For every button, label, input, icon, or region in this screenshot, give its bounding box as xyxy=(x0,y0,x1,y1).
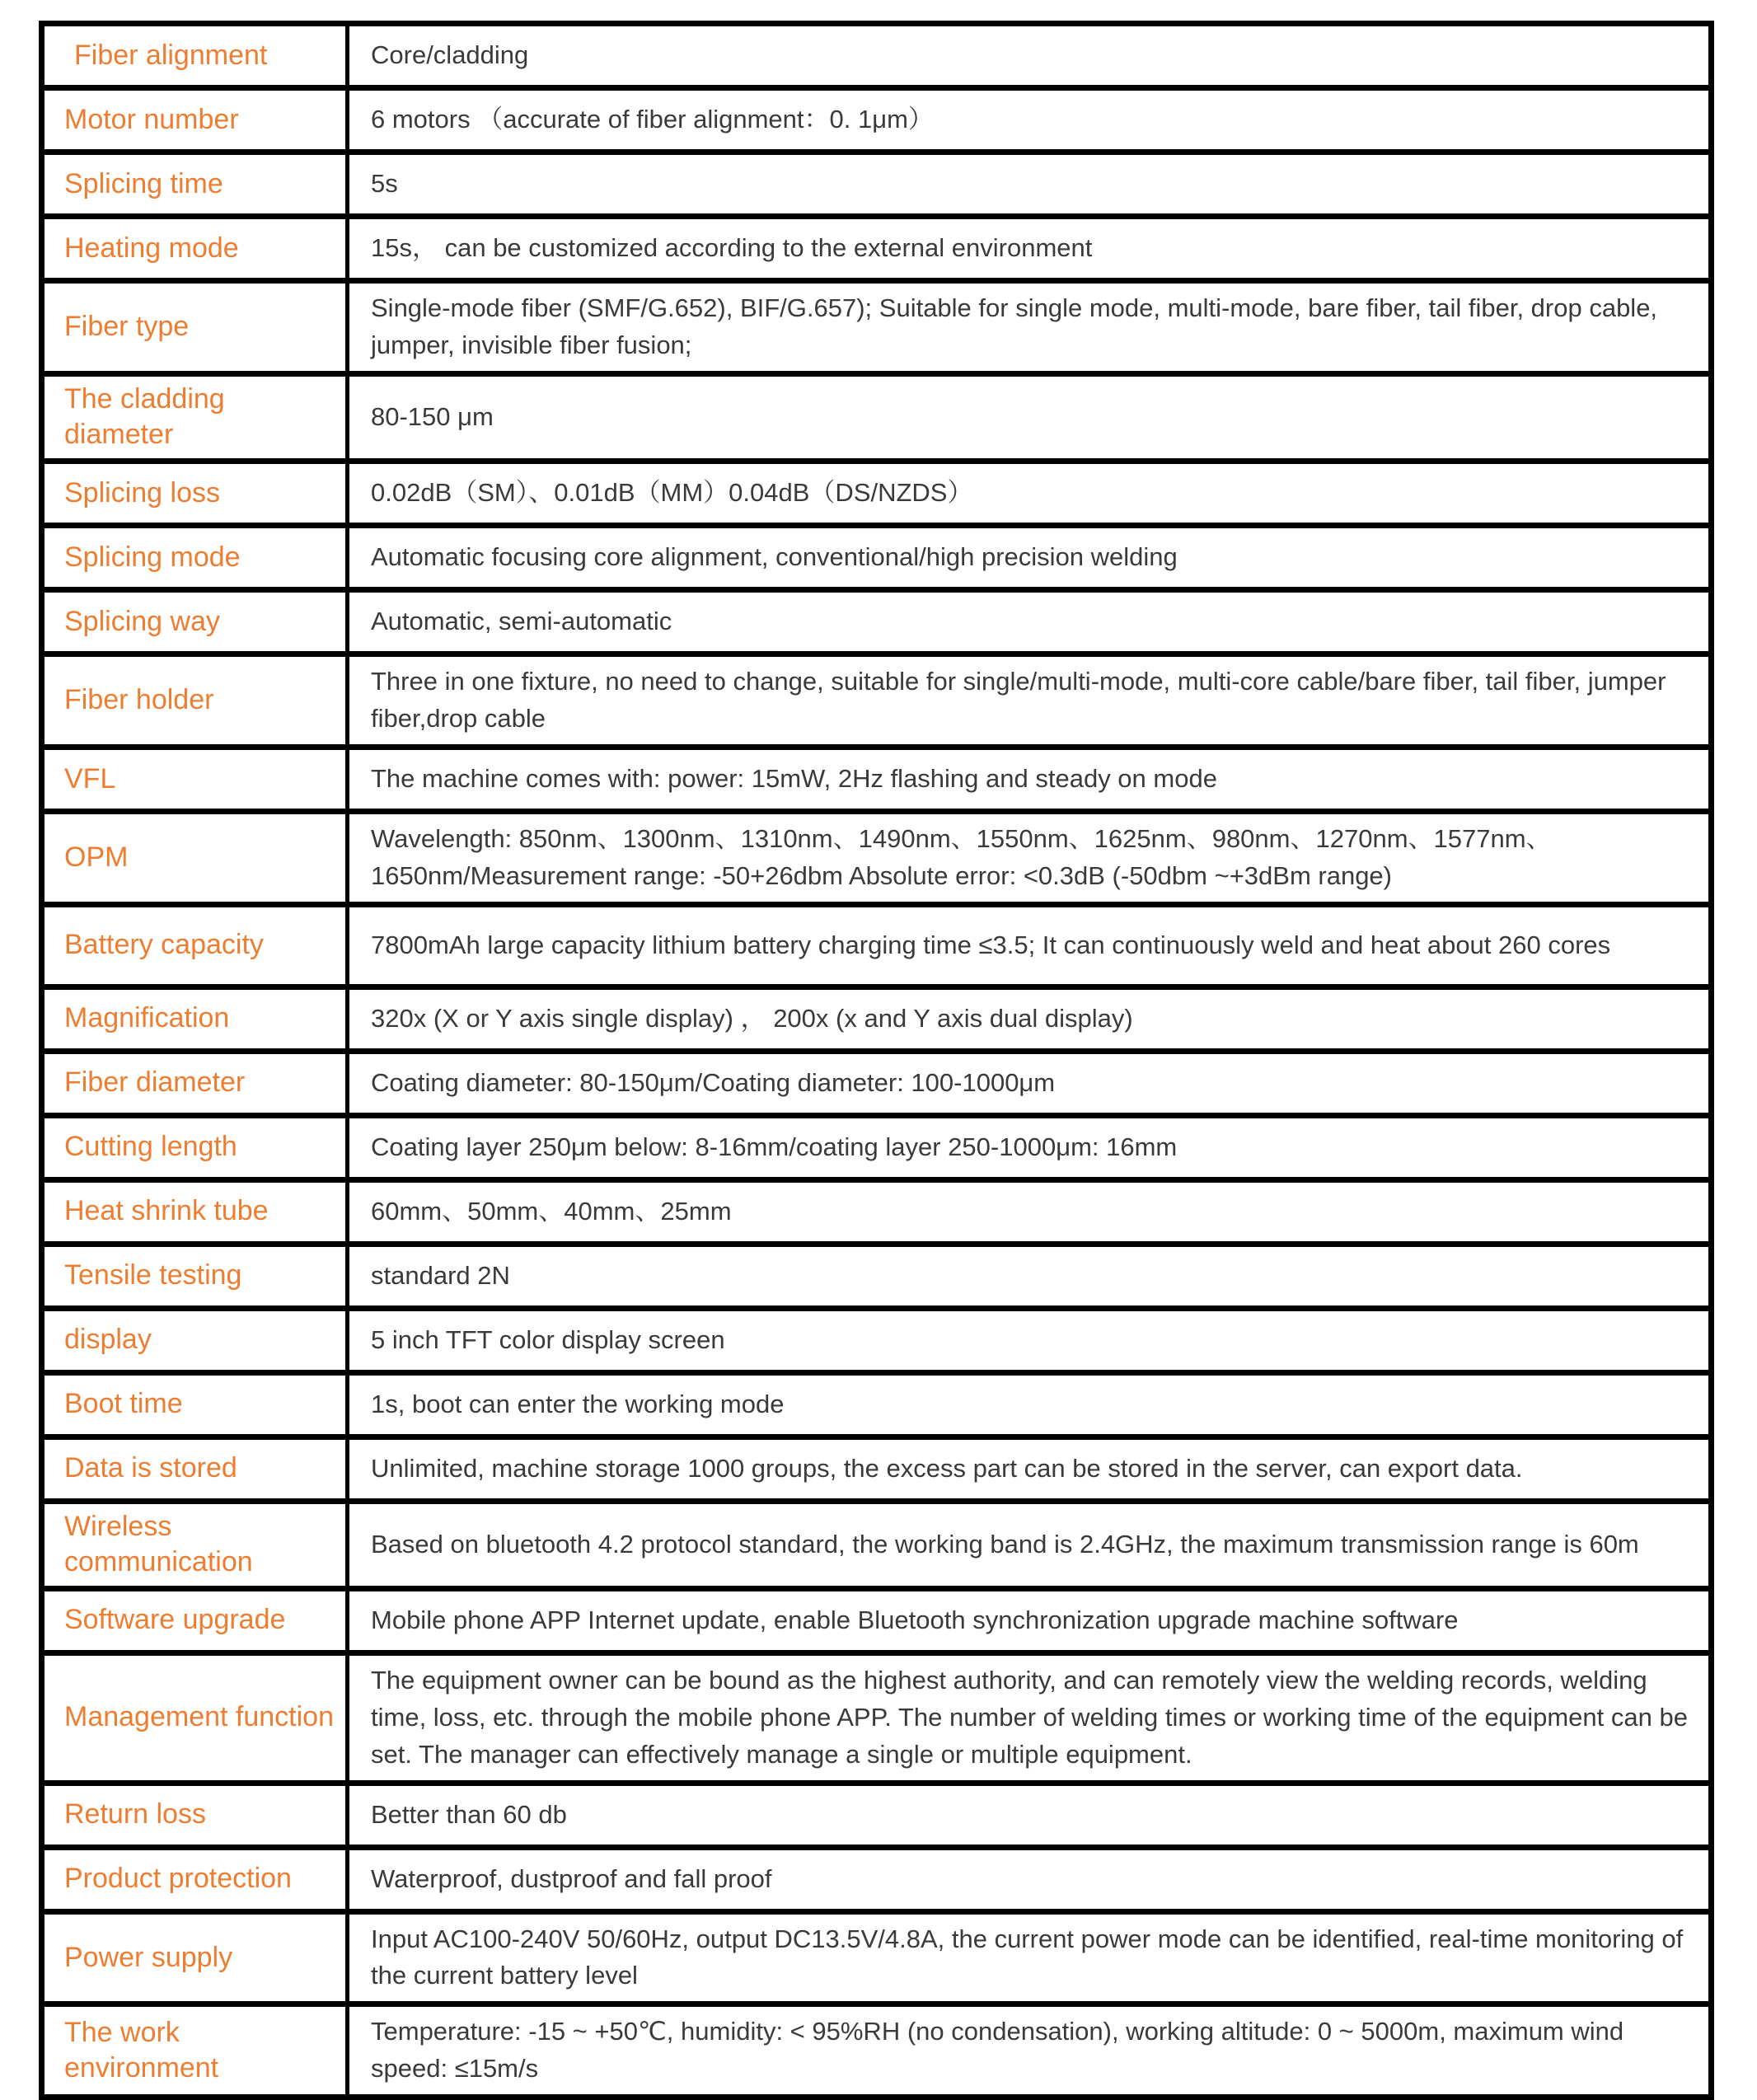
spec-value: Three in one fixture, no need to change, suitable for single/multi-mode, multi-core cable/bare fiber, tail fiber, jumper fiber,drop cable xyxy=(348,654,1712,747)
spec-label: Product protection xyxy=(42,1847,348,1911)
table-row xyxy=(42,1179,1712,1244)
table-row xyxy=(42,1911,1712,2004)
spec-label: Splicing time xyxy=(42,152,348,217)
table-row xyxy=(42,747,1712,811)
spec-value: Input AC100-240V 50/60Hz, output DC13.5V/4.8A, the current power mode can be identified, real-time monitoring of the current battery level xyxy=(348,1911,1712,2004)
spec-value: The machine comes with: power: 15mW, 2Hz flashing and steady on mode xyxy=(348,747,1712,811)
spec-label: Software upgrade xyxy=(42,1588,348,1652)
spec-value: 7800mAh large capacity lithium battery charging time ≤3.5; It can continuously weld and heat about 260 cores xyxy=(348,904,1712,987)
spec-value: Single-mode fiber (SMF/G.652), BIF/G.657); Suitable for single mode, multi-mode, bare fiber, tail fiber, drop cable, jumper, invisible fiber fusion; xyxy=(348,281,1712,374)
table-row xyxy=(42,811,1712,904)
table-row xyxy=(42,589,1712,654)
table-row xyxy=(42,461,1712,525)
spec-label: Heating mode xyxy=(42,217,348,281)
spec-value: standard 2N xyxy=(348,1244,1712,1308)
table-row xyxy=(42,1847,1712,1911)
spec-label: Return loss xyxy=(42,1783,348,1847)
table-row xyxy=(42,152,1712,217)
table-row xyxy=(42,654,1712,747)
spec-value: Wavelength: 850nm、1300nm、1310nm、1490nm、1550nm、1625nm、980nm、1270nm、1577nm、1650nm/Measurement range: -50+26dbm Absolute error: <0.3dB (-50dbm ~+3dBm range) xyxy=(348,811,1712,904)
spec-label: Magnification xyxy=(42,987,348,1051)
spec-label: Wireless communication xyxy=(42,1501,348,1588)
spec-label: Data is stored xyxy=(42,1437,348,1501)
spec-value: The equipment owner can be bound as the highest authority, and can remotely view the welding records, welding time, loss, etc. through the mobile phone APP. The number of welding times or working time of the equipment can be set. The manager can effectively manage a single or multiple equipment. xyxy=(348,1652,1712,1783)
spec-label: Cutting length xyxy=(42,1115,348,1179)
spec-label: Tensile testing xyxy=(42,1244,348,1308)
spec-label: Fiber holder xyxy=(42,654,348,747)
table-row xyxy=(42,88,1712,152)
table-row xyxy=(42,1308,1712,1372)
spec-label: display xyxy=(42,1308,348,1372)
table-row xyxy=(42,24,1712,88)
spec-value: Automatic focusing core alignment, conventional/high precision welding xyxy=(348,525,1712,589)
table-row xyxy=(42,1501,1712,1588)
spec-label: Battery capacity xyxy=(42,904,348,987)
table-row xyxy=(42,373,1712,461)
spec-label: Fiber type xyxy=(42,281,348,374)
spec-value: 80-150 μm xyxy=(348,373,1712,461)
spec-value: 1s, boot can enter the working mode xyxy=(348,1372,1712,1437)
table-row xyxy=(42,1051,1712,1115)
spec-value: Unlimited, machine storage 1000 groups, the excess part can be stored in the server, can export data. xyxy=(348,1437,1712,1501)
table-row xyxy=(42,1783,1712,1847)
spec-value: Coating layer 250μm below: 8-16mm/coating layer 250-1000μm: 16mm xyxy=(348,1115,1712,1179)
table-row xyxy=(42,904,1712,987)
spec-value: 320x (X or Y axis single display) ， 200x (x and Y axis dual display) xyxy=(348,987,1712,1051)
spec-value: Core/cladding xyxy=(348,24,1712,88)
table-row xyxy=(42,2004,1712,2098)
spec-value: 5 inch TFT color display screen xyxy=(348,1308,1712,1372)
table-row xyxy=(42,281,1712,374)
spec-value: 15s， can be customized according to the external environment xyxy=(348,217,1712,281)
table-row xyxy=(42,1437,1712,1501)
spec-value: 0.02dB（SM）、0.01dB（MM）0.04dB（DS/NZDS） xyxy=(348,461,1712,525)
table-row xyxy=(42,1115,1712,1179)
spec-label: Splicing loss xyxy=(42,461,348,525)
spec-label: Fiber alignment xyxy=(42,24,348,88)
spec-table xyxy=(39,21,1714,2100)
spec-label: Splicing way xyxy=(42,589,348,654)
spec-value: Waterproof, dustproof and fall proof xyxy=(348,1847,1712,1911)
spec-label: The work environment xyxy=(42,2004,348,2098)
table-row xyxy=(42,1588,1712,1652)
table-row xyxy=(42,987,1712,1051)
table-row xyxy=(42,1244,1712,1308)
table-row xyxy=(42,1652,1712,1783)
table-row xyxy=(42,1372,1712,1437)
spec-value: Better than 60 db xyxy=(348,1783,1712,1847)
spec-label: Management function xyxy=(42,1652,348,1783)
spec-value: Mobile phone APP Internet update, enable Bluetooth synchronization upgrade machine software xyxy=(348,1588,1712,1652)
spec-label: Splicing mode xyxy=(42,525,348,589)
spec-label: Fiber diameter xyxy=(42,1051,348,1115)
spec-value: 5s xyxy=(348,152,1712,217)
spec-value: Based on bluetooth 4.2 protocol standard, the working band is 2.4GHz, the maximum transmission range is 60m xyxy=(348,1501,1712,1588)
spec-value: Temperature: -15 ~ +50℃, humidity: < 95%RH (no condensation), working altitude: 0 ~ 5000m, maximum wind speed: ≤15m/s xyxy=(348,2004,1712,2098)
spec-value: 6 motors （accurate of fiber alignment：0. 1μm） xyxy=(348,88,1712,152)
spec-label: Heat shrink tube xyxy=(42,1179,348,1244)
spec-value: Coating diameter: 80-150μm/Coating diameter: 100-1000μm xyxy=(348,1051,1712,1115)
table-row xyxy=(42,217,1712,281)
table-row xyxy=(42,525,1712,589)
spec-label: Power supply xyxy=(42,1911,348,2004)
spec-label: Boot time xyxy=(42,1372,348,1437)
spec-value: 60mm、50mm、40mm、25mm xyxy=(348,1179,1712,1244)
spec-label: VFL xyxy=(42,747,348,811)
spec-value: Automatic, semi-automatic xyxy=(348,589,1712,654)
spec-label: The cladding diameter xyxy=(42,373,348,461)
spec-label: Motor number xyxy=(42,88,348,152)
spec-label: OPM xyxy=(42,811,348,904)
